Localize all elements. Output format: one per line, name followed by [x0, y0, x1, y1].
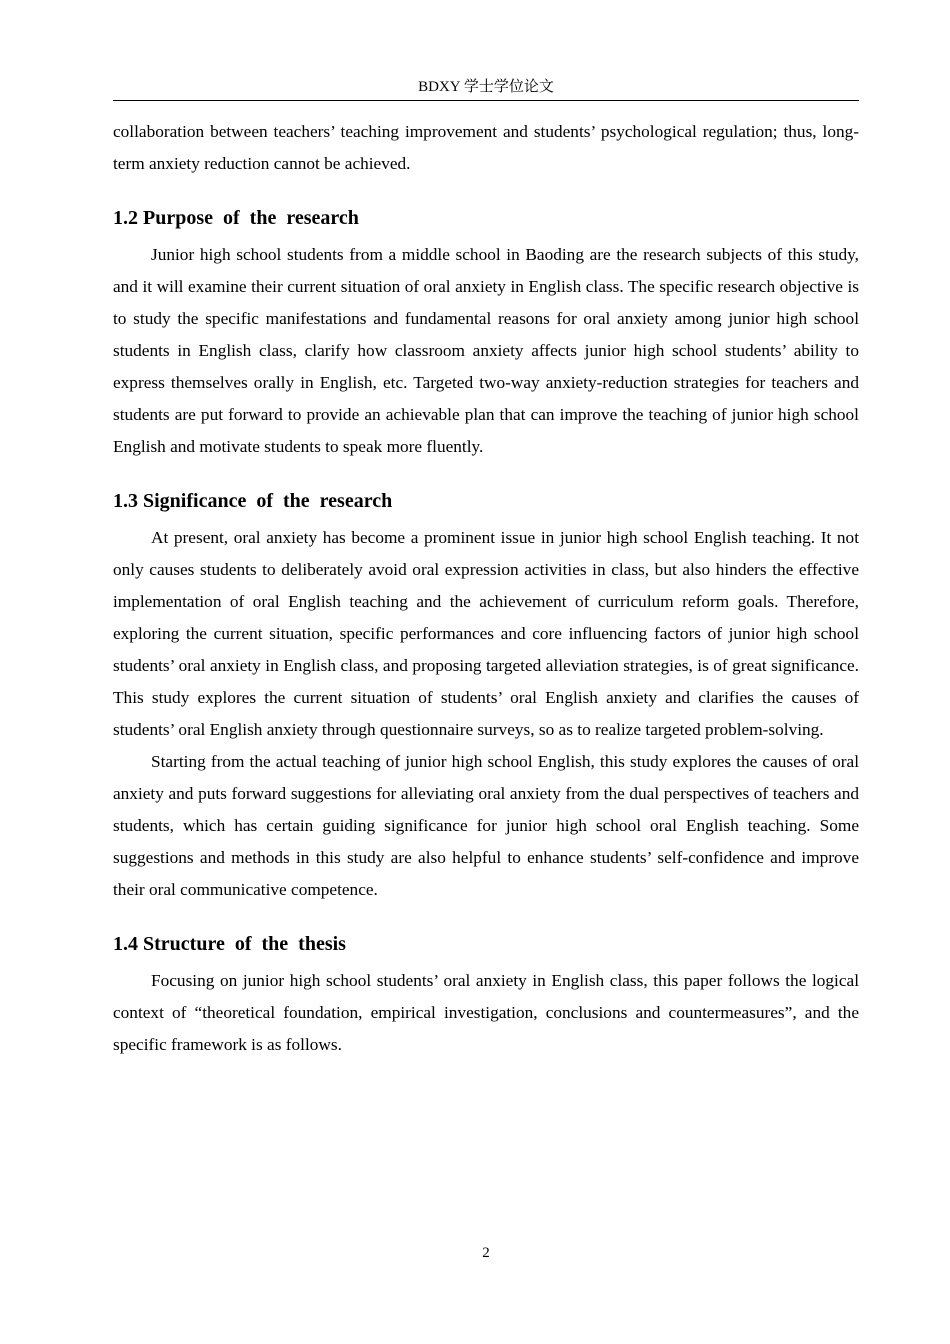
- significance-paragraph-2: Starting from the actual teaching of junior high school English, this study explores the causes of oral anxiety and puts forward suggestions for alleviating oral anxiety from the dual perspectives of teachers and students, which has certain guiding significance for junior high school oral English teaching. Some suggestions and methods in this study are also helpful to enhance students’ self-confidence and improve their oral communicative competence.: [113, 752, 859, 899]
- section-heading-significance: 1.3 Significance of the research: [113, 490, 393, 512]
- section-heading-purpose: 1.2 Purpose of the research: [113, 207, 359, 229]
- intro-paragraph: collaboration between teachers’ teaching improvement and students’ psychological regulation; thus, long-term anxiety reduction cannot be achieved.: [113, 122, 859, 173]
- purpose-paragraph: Junior high school students from a middle school in Baoding are the research subjects of this study, and it will examine their current situation of oral anxiety in English class. The specific research objective is to study the specific manifestations and fundamental reasons for oral anxiety among junior high school students in English class, clarify how classroom anxiety affects junior high school students’ ability to express themselves orally in English, etc. Targeted two-way anxiety-reduction strategies for teachers and students are put forward to provide an achievable plan that can improve the teaching of junior high school English and motivate students to speak more fluently.: [113, 245, 859, 456]
- section-heading-structure: 1.4 Structure of the thesis: [113, 933, 346, 955]
- page-body: [113, 116, 859, 1061]
- page-number: 2: [482, 1245, 490, 1261]
- running-header: BDXY 学士学位论文: [418, 79, 554, 95]
- significance-paragraph-1: At present, oral anxiety has become a prominent issue in junior high school English teaching. It not only causes students to deliberately avoid oral expression activities in class, but also hinders the effective implementation of oral English teaching and the achievement of curriculum reform goals. Therefore, exploring the current situation, specific performances and core influencing factors of junior high school students’ oral anxiety in English class, and proposing targeted alleviation strategies, is of great significance. This study explores the current situation of students’ oral English anxiety and clarifies the causes of students’ oral English anxiety through questionnaire surveys, so as to realize targeted problem-solving.: [113, 528, 859, 739]
- structure-paragraph: Focusing on junior high school students’ oral anxiety in English class, this paper follows the logical context of “theoretical foundation, empirical investigation, conclusions and countermeasures”, and the specific framework is as follows.: [113, 971, 859, 1054]
- header-rule: [113, 100, 859, 101]
